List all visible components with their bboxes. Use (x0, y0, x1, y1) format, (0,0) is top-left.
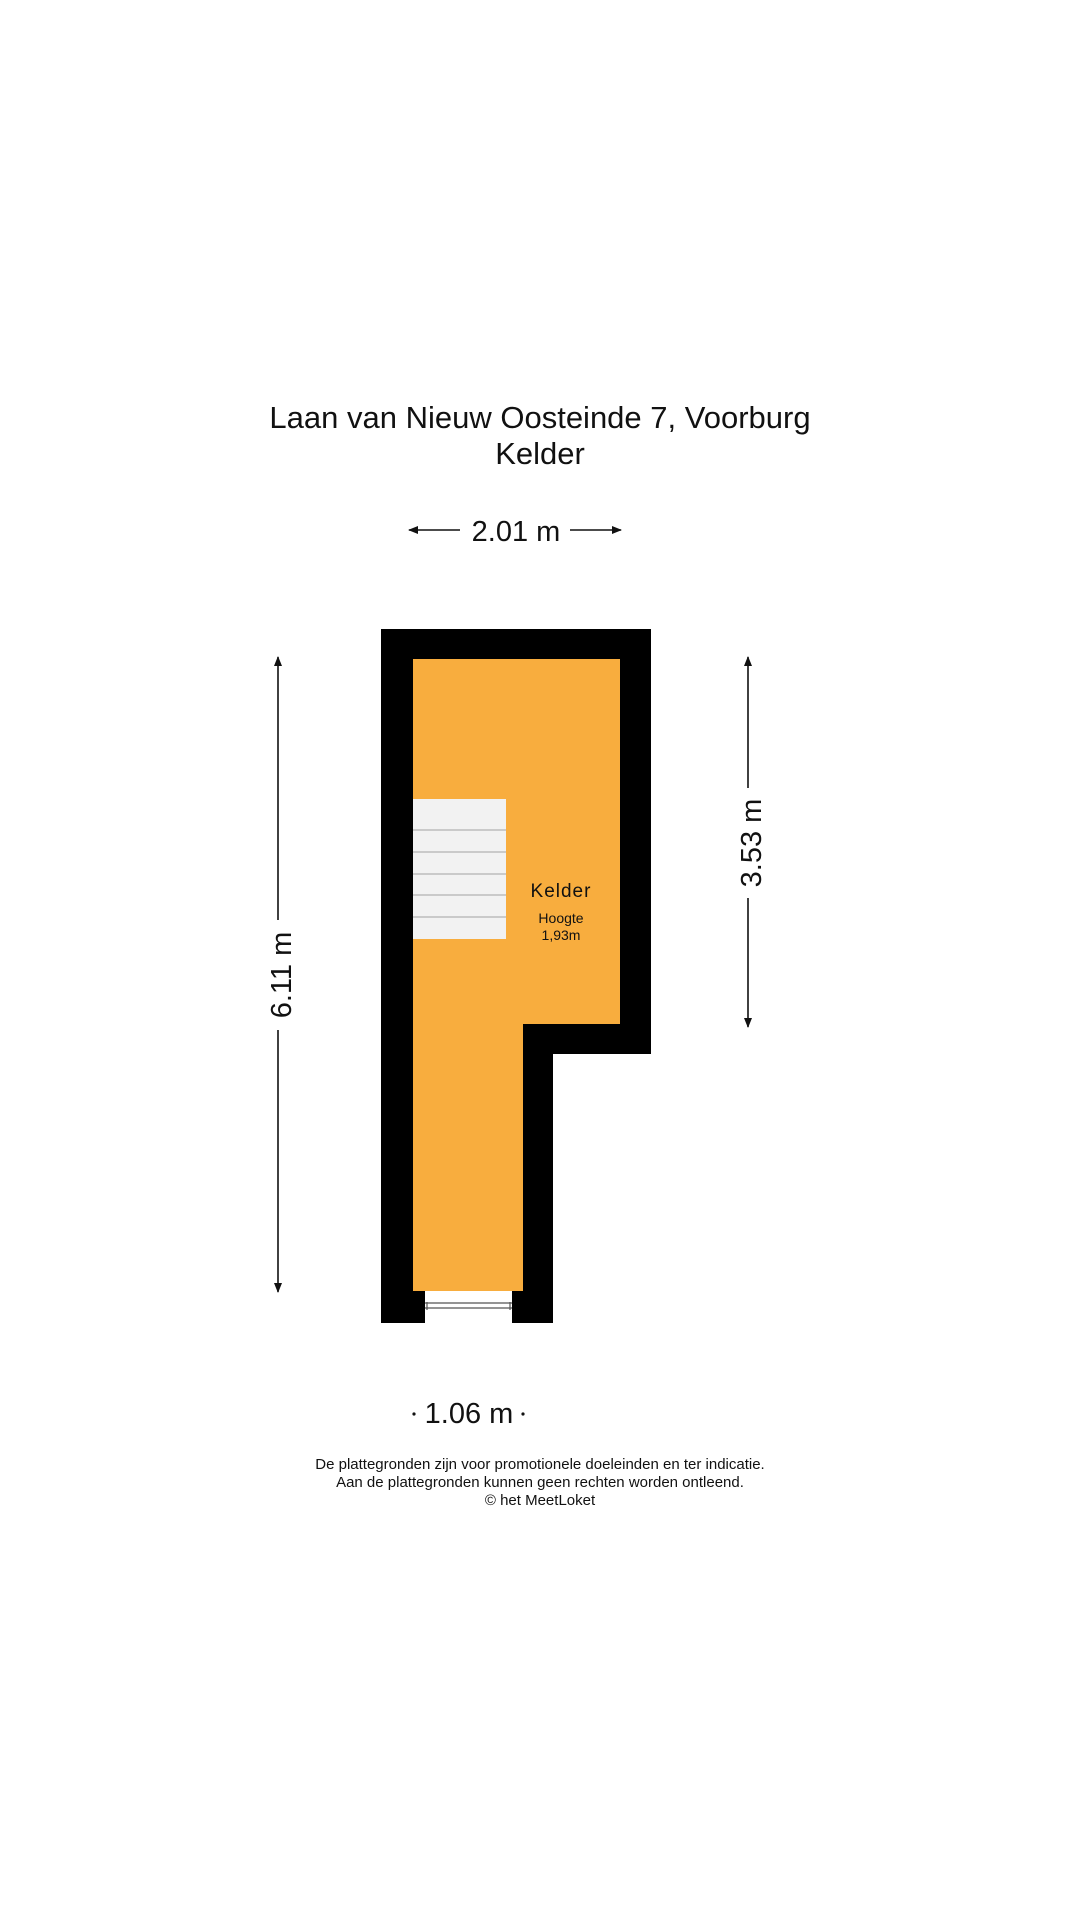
dimension-left-label: 6.11 m (266, 931, 298, 1019)
stairs (413, 799, 506, 939)
disclaimer-line-3: © het MeetLoket (484, 1492, 596, 1509)
stairs-body (413, 799, 506, 939)
dimension-right-label: 3.53 m (736, 798, 768, 888)
dimension-left (266, 657, 298, 1292)
window-opening (425, 1291, 512, 1323)
disclaimer-line-1: De plattegronden zijn voor promotionele doeleinden en ter indicatie. (315, 1456, 765, 1473)
dimension-bottom-tick-right (521, 1412, 524, 1415)
dimension-bottom-tick-left (412, 1412, 415, 1415)
dimension-right (736, 657, 768, 1027)
disclaimer (0, 1456, 1080, 1510)
room-name: Kelder (530, 881, 592, 902)
room-height-value: 1,93m (541, 927, 581, 943)
dimension-bottom-label: 1.06 m (424, 1398, 514, 1430)
dimension-top (409, 516, 621, 548)
room-floor (413, 659, 620, 1291)
disclaimer-line-2: Aan de plattegronden kunnen geen rechten worden ontleend. (336, 1474, 744, 1491)
floor-title: Kelder (495, 436, 585, 471)
dimension-bottom (412, 1398, 524, 1430)
dimension-top-label: 2.01 m (471, 516, 561, 548)
room-height-label: Hoogte (538, 910, 584, 926)
address-title: Laan van Nieuw Oosteinde 7, Voorburg (269, 400, 811, 435)
window-gap (425, 1291, 512, 1323)
